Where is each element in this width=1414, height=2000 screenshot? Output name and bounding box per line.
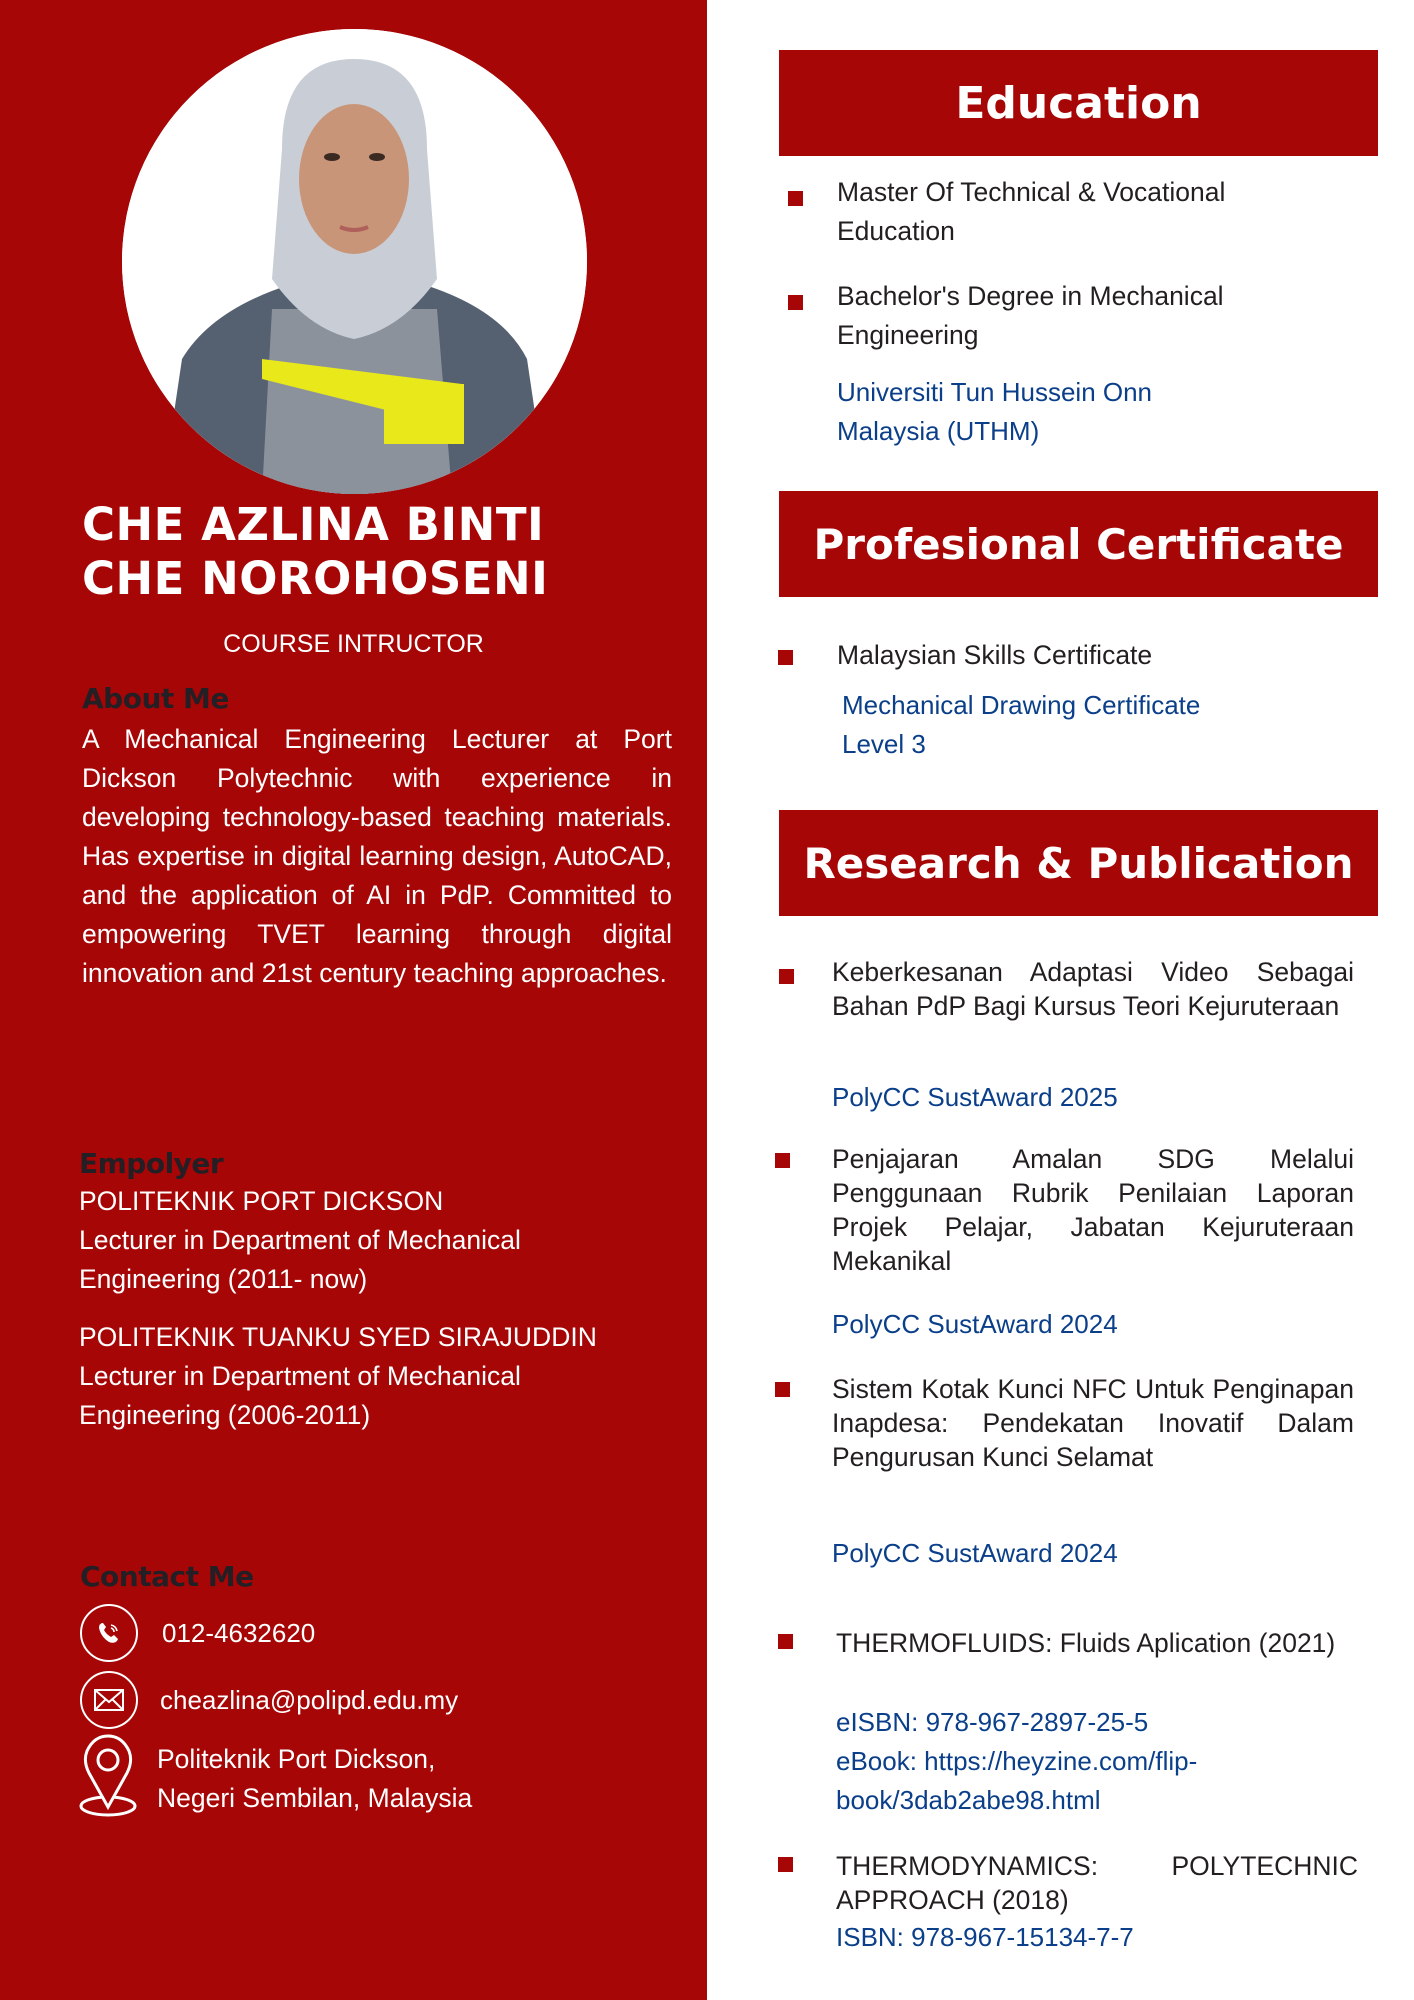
employer-item [79,1182,521,1299]
certificate-item: Malaysian Skills Certificate [837,640,1153,670]
research-header: Research & Publication [779,810,1378,916]
contact-phone [80,1604,315,1662]
location-pin-icon [77,1733,139,1819]
employer-role-line: Engineering (2011- now) [79,1264,368,1294]
institution-line: Malaysia (UTHM) [837,416,1040,446]
education-item [837,173,1225,251]
institution-line: Universiti Tun Hussein Onn [837,377,1153,407]
book-title: THERMOFLUIDS: Fluids Aplication (2021) [836,1628,1336,1658]
profile-photo [122,29,587,494]
research-award: PolyCC SustAward 2025 [832,1082,1118,1112]
employer-item [79,1318,597,1435]
phone-number[interactable]: 012-4632620 [162,1617,316,1648]
certificate-detail-line: Level 3 [842,729,926,759]
ebook-link-line[interactable]: eBook: https://heyzine.com/flip- [836,1746,1198,1776]
phone-icon [80,1604,138,1662]
bullet-icon [775,1153,790,1168]
research-title: Keberkesanan Adaptasi Video Sebagai Bahan PdP Bagi Kursus Teori Kejuruteraan [832,957,1354,1021]
job-title: COURSE INTRUCTOR [223,630,484,658]
address-line-1: Politeknik Port Dickson, [157,1744,436,1774]
contact-address [157,1740,472,1818]
person-name [82,498,548,606]
book-ebook-link[interactable] [836,1742,1197,1820]
bullet-icon [778,1857,793,1872]
bullet-icon [788,191,803,206]
mail-icon [80,1671,138,1729]
certificate-detail [842,686,1200,764]
research-title: Penjajaran Amalan SDG Melalui Penggunaan Rubrik Penilaian Laporan Projek Pelajar, Jabatan Kejuruteraan Mekanikal [832,1144,1354,1276]
employer-org: POLITEKNIK PORT DICKSON [79,1186,444,1216]
ebook-link-line[interactable]: book/3dab2abe98.html [836,1785,1101,1815]
bullet-icon [788,295,803,310]
employer-org: POLITEKNIK TUANKU SYED SIRAJUDDIN [79,1322,597,1352]
research-award: PolyCC SustAward 2024 [832,1538,1118,1568]
bullet-icon [778,1634,793,1649]
employer-heading: Empolyer [79,1147,224,1180]
book-isbn: eISBN: 978-967-2897-25-5 [836,1707,1149,1737]
certificate-header: Profesional Certificate [779,491,1378,597]
bullet-icon [775,1382,790,1397]
portrait-photo [122,29,587,494]
about-text: A Mechanical Engineering Lecturer at Port Dickson Polytechnic with experience in developing technology-based teaching materials. Has expertise in digital learning design, AutoCAD, and the application of AI in PdP. Committed to empowering TVET learning through digital innovation and 21st century teaching approaches. [82,724,672,988]
name-line-2: CHE NOROHOSENI [82,552,549,605]
employer-role-line: Lecturer in Department of Mechanical [79,1225,521,1255]
education-item-line: Engineering [837,320,979,350]
research-title: Sistem Kotak Kunci NFC Untuk Penginapan Inapdesa: Pendekatan Inovatif Dalam Pengurusan Kunci Selamat [832,1374,1354,1472]
book-isbn: ISBN: 978-967-15134-7-7 [836,1922,1134,1952]
bullet-icon [779,969,794,984]
about-heading: About Me [82,682,229,715]
employer-role-line: Lecturer in Department of Mechanical [79,1361,521,1391]
book-title: THERMODYNAMICS: POLYTECHNIC APPROACH (2018) [836,1851,1358,1915]
address-line-2: Negeri Sembilan, Malaysia [157,1783,473,1813]
education-institution [837,373,1152,451]
education-item-line: Bachelor's Degree in Mechanical [837,281,1224,311]
certificate-detail-line: Mechanical Drawing Certificate [842,690,1201,720]
bullet-icon [778,650,793,665]
education-item-line: Master Of Technical & Vocational [837,177,1226,207]
education-item-line: Education [837,216,955,246]
email-address[interactable]: cheazlina@polipd.edu.my [160,1684,459,1715]
education-item [837,277,1224,355]
contact-heading: Contact Me [80,1560,254,1593]
education-header: Education [779,50,1378,156]
name-line-1: CHE AZLINA BINTI [82,498,545,551]
contact-email [80,1671,458,1729]
research-award: PolyCC SustAward 2024 [832,1309,1118,1339]
employer-role-line: Engineering (2006-2011) [79,1400,371,1430]
